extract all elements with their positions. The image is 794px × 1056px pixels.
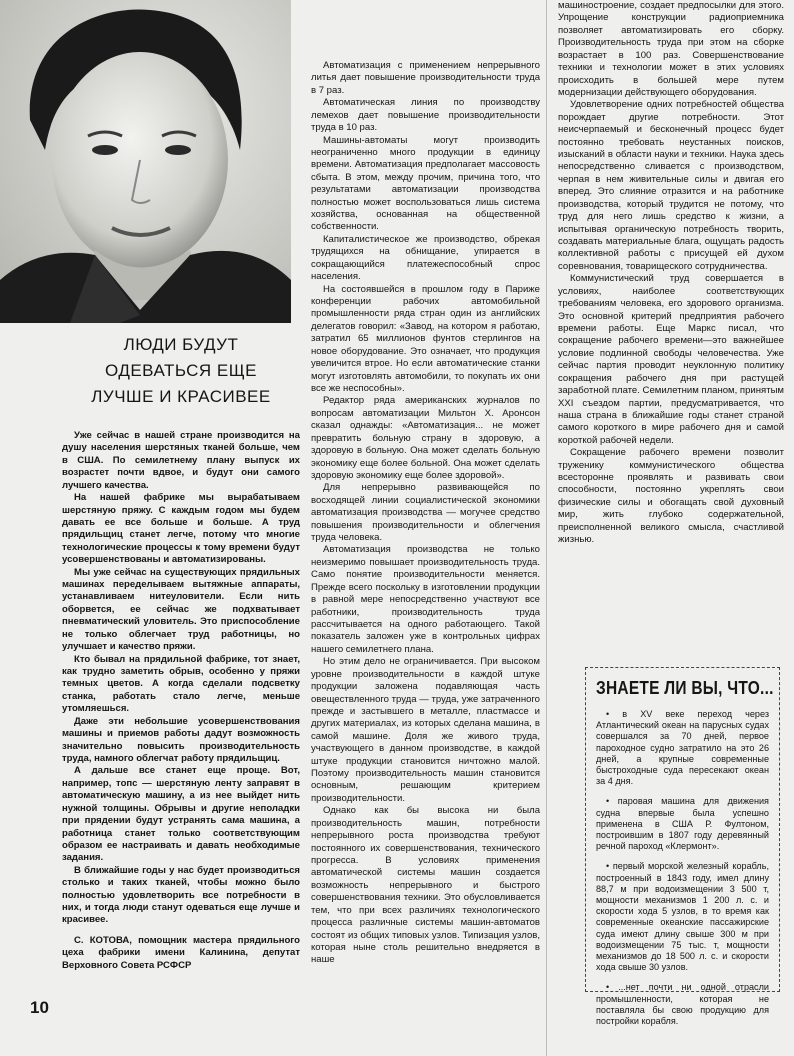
column-divider <box>546 0 547 1056</box>
paragraph: Удовлетворение одних потребностей общества порождает другие потребности. Этот неисчерпаемый и бесконечный процесс будет постоянно требовать неустанных поисков, изысканий в области науки и техники. Наука здесь непосредственно сливается с производством, черпая в нем живительные силы и двигая его вперед. Это слияние отразится и на работнике производства, который трудится не потому, что труд для него лишь средство к жизни, а испытывая органическую потребность творить, создавать материальные блага, ощущать радость коллективной работы с присущей ей духом соревнования, товарищеского сотрудничества. <box>558 99 784 272</box>
fact-item: • паровая машина для движения судна впервые была успешно применена в США Р. Фултоном, построившим в 1807 году деревянный речной пароход «Клермонт». <box>596 796 769 852</box>
paragraph: Даже эти небольшие усовершенствования машины и приемов работы дадут возможность значительно повысить производительность труда, намного облегчат работу прядильщиц. <box>62 715 300 764</box>
paragraph: Редактор ряда американских журналов по вопросам автоматизации Мильтон X. Аронсон сказал однажды: «Автоматизация... не может превратить больную страну в здоровую, а здоровую в больную. Она может сделать больную экономику еще более больной. Она может сделать здоровую экономику еще более здоровой». <box>311 395 540 481</box>
paragraph: Мы уже сейчас на существующих прядильных машинах переделываем вытяжные аппараты, устанавливаем нитеуловители. Если нить оборвется, ее сейчас же подхватывает пневматический уловитель. Это приспособление не только облегчает труд работницы, но улучшает и качество пряжи. <box>62 566 300 653</box>
paragraph: Для непрерывно развивающейся по восходящей линии социалистической экономики автоматизация производства — могучее средство повышения производительности и облегчения труда человека. <box>311 482 540 544</box>
paragraph: На нашей фабрике мы вырабатываем шерстяную пряжу. С каждым годом мы будем давать ее все больше и больше. А труд прядильщиц станет легче, потому что многие технологические процессы к тому времени будут усовершенствованы и автоматизированы. <box>62 492 300 566</box>
paragraph: На состоявшейся в прошлом году в Париже конференции рабочих автомобильной промышленности ряда стран один из английских делегатов говорил: «Завод, на котором я работаю, затратил 65 миллионов фунтов стерлингов на новое оборудование. Это означает, что продукция увеличится втрое. Но если автоматические станки могут изготовлять автомобили, то покупать их они все же неспособны». <box>311 283 540 394</box>
paragraph: Автоматическая линия по производству лемехов дает повышение производительности труда в 10 раз. <box>311 97 540 134</box>
author-signature: С. КОТОВА, помощник мастера прядильного цеха фабрики имени Калинина, депутат Верховного Совета РСФСР <box>62 934 300 971</box>
paragraph: машиностроение, создает предпосылки для этого. Упрощение конструкции радиоприемника позволяет автоматизировать его сборку. Производительность труда при этом на сборке возрастает в 100 раз. Совершенствование техники и технологии может в этих условиях происходить в большей мере путем модернизации действующего оборудования. <box>558 0 784 98</box>
paragraph: Уже сейчас в нашей стране производится на душу населения шерстяных тканей больше, чем в США. По семилетнему плану выпуск их возрастет почти вдвое, и будут они самого лучшего качества. <box>62 430 300 491</box>
paragraph: А дальше все станет еще проще. Вот, например, топс — шерстяную ленту заправят в автоматическую машину, а из нее выйдет нить нужной толщины. Обрывы и другие неполадки при прядении будут устранять сама машина, а работница станет только соответствующим образом ее настраивать и давать необходимые задания. <box>62 765 300 864</box>
paragraph: Автоматизация с применением непрерывного литья дает повышение производительности труда в 7 раз. <box>311 60 540 96</box>
did-you-know-box <box>585 667 780 1027</box>
paragraph: Машины-автоматы могут производить неограниченно много продукции в единицу времени. Автоматизация предполагает массовость сбыта. В этом, между прочим, причина того, что результатами автоматизации производства полностью может воспользоваться лишь система хозяйства, основанная на общественной собственности. <box>311 134 540 233</box>
paragraph: В ближайшие годы у нас будет производиться столько и таких тканей, чтобы можно было полностью удовлетворить все потребности в них, и тогда люди станут одеваться еще лучше и красивее. <box>62 864 300 926</box>
facts-list <box>596 709 769 1036</box>
portrait-image <box>0 0 291 323</box>
headline-line: ЛУЧШЕ И КРАСИВЕЕ <box>91 387 271 406</box>
page-number: 10 <box>30 998 49 1017</box>
paragraph: Коммунистический труд совершается в условиях, наиболее соответствующих требованиям человека, его здорового организма. Это основной критерий предприятия рабочего времени работы. Еще Маркс писал, что сокращение рабочего времени—это важнейшее условие подлинной свободы человечества. Уже сейчас партия проводит неуклонную политику сокращения рабочего дня при растущей заработной плате. Семилетним планом, принятым XXI съездом партии, предусматривается, что наша страна в ближайшие годы станет страной самого короткого в мире рабочего дня и самой короткой рабочей недели. <box>558 273 784 446</box>
portrait-photo <box>0 0 291 323</box>
fact-item: • в XV веке переход через Атлантический океан на парусных судах совершался за 70 дней, первое пароходное судно затратило на это 26 дней, а крупные современные быстроходные суда пересекают океан за 4 дня. <box>596 709 769 787</box>
paragraph: Кто бывал на прядильной фабрике, тот знает, как трудно заметить обрыв, особенно у пряжи темных цветов. А когда сделали подсветку станка, работать стало легче, меньше утомляешься. <box>62 653 300 715</box>
paragraph: Но этим дело не ограничивается. При высоком уровне производительности в каждой штуке продукции заложена подавляющая часть овеществленного труда — труда, уже затраченного прежде и застывшего в металле, пластмассе и других материалах, из которых сделана машина, в самой машине. Доля же живого труда, участвующего в данном производстве, в каждой штуке продукции становится ничтожно малой. Поэтому производительность машин становится основным, решающим критерием производительности. <box>311 656 540 804</box>
fact-item: • ...нет почти ни одной отрасли промышленности, которая не поставляла бы свою продукцию для постройки корабля. <box>596 982 769 1027</box>
paragraph: Сокращение рабочего времени позволит труженику коммунистического общества всесторонне проявлять и развивать свои способности, постоянно укреплять свои физические силы и обогащать свой духовный мир, жить глубоко содержательной, преисполненной великого смысла, счастливой жизнью. <box>558 447 784 546</box>
fact-item: • первый морской железный корабль, построенный в 1843 году, имел длину 88,7 м при водоизмещении 3 500 т, мощности механизмов 1 200 л. с. и скорости хода 5 узлов, в то время как современные океанские пассажирские суда имеют длину свыше 300 м при водоизмещении 75 тыс. т, мощности механизмов до 18 500 л. с. и скорости хода свыше 30 узлов. <box>596 861 769 973</box>
did-you-know-title: ЗНАЕТЕ ЛИ ВЫ, ЧТО... <box>596 678 774 698</box>
paragraph: Однако как бы высока ни была производительность машин, потребности непрерывного роста производства требуют постоянного их совершенствования, технического прогресса. В условиях применения автоматической системы машин создается возможность непрерывного и быстрого совершенствования техники. Это обусловливается тем, что при всех различиях технологического процесса различные системы машин-автоматов состоят из общих типовых узлов. Типизация узлов, которая ныне столь решительно внедряется в наше <box>311 805 540 966</box>
column-automation <box>311 60 540 967</box>
paragraph: Капиталистическое же производство, обрекая трудящихся на обнищание, упирается в сокращающийся платежеспособный спрос населения. <box>311 233 540 283</box>
column-communist-labour <box>558 0 784 547</box>
paragraph: Автоматизация производства не только неизмеримо повышает производительность труда. Само понятие производительности меняется. Прежде всего поскольку в изготовлении продукции в равной мере непосредственно участвуют все работники, производительность труда рассчитывается на одного работающего. Такой показатель заложен уже в контрольных цифрах нашего семилетнего плана. <box>311 544 540 655</box>
article-headline <box>62 332 300 410</box>
headline-line: ОДЕВАТЬСЯ ЕЩЕ <box>104 361 258 380</box>
column-kotova <box>62 430 300 972</box>
headline-line: ЛЮДИ БУДУТ <box>123 335 239 354</box>
